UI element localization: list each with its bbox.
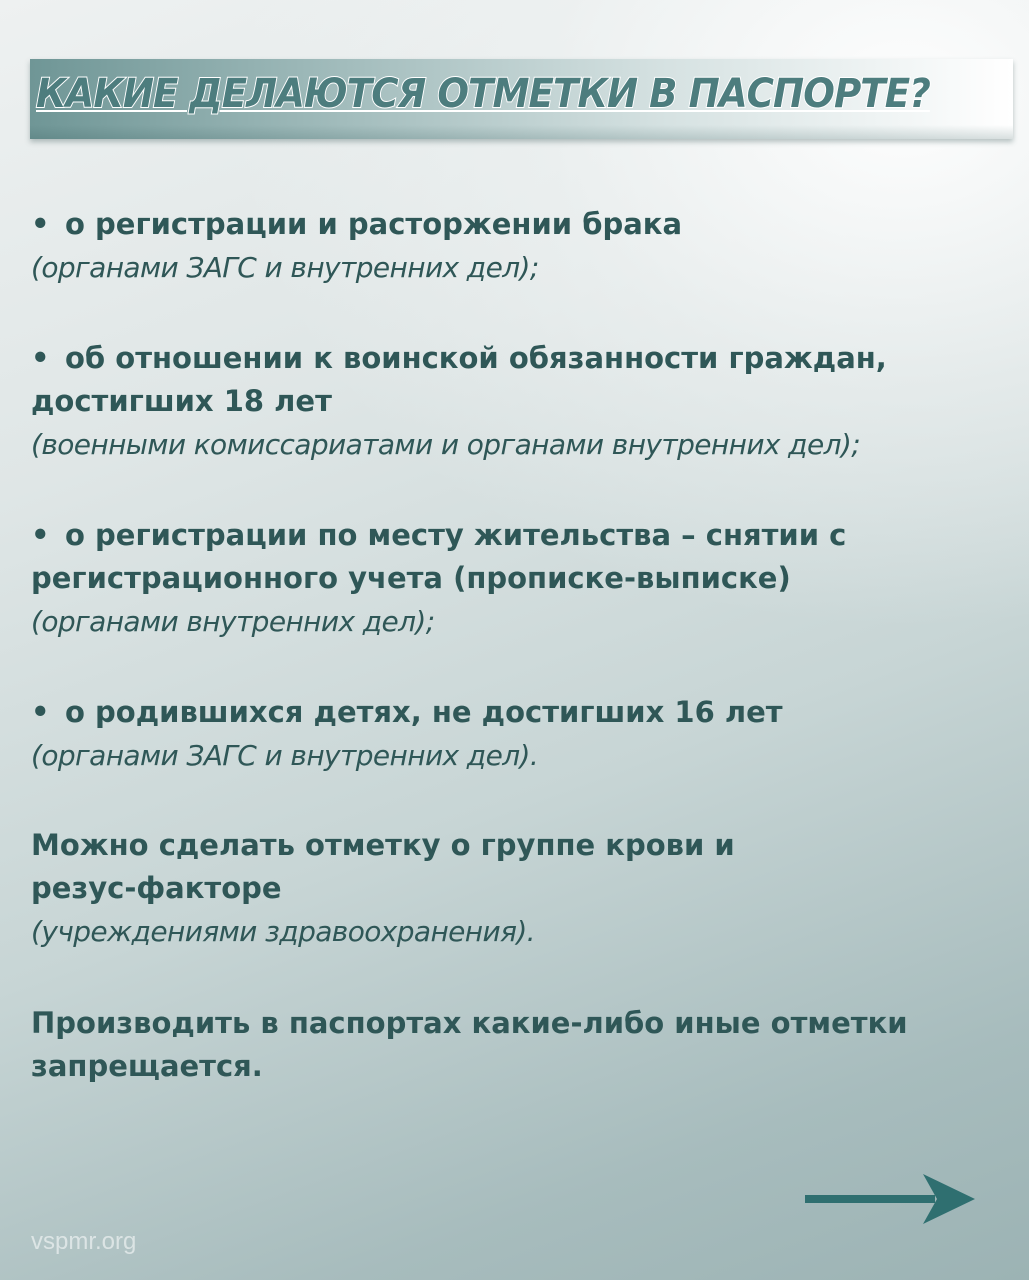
list-item-children — [31, 691, 1009, 777]
page-title: КАКИЕ ДЕЛАЮТСЯ ОТМЕТКИ В ПАСПОРТЕ? — [36, 71, 930, 117]
blood-group-paragraph — [31, 824, 1009, 953]
paragraph-note: (учреждениями здравоохранения). — [31, 915, 535, 948]
list-item-marriage — [31, 203, 1009, 289]
watermark: vspmr.org — [31, 1228, 137, 1255]
list-item-military — [31, 337, 1009, 466]
bullet-icon: • — [31, 518, 50, 552]
item-text-line — [31, 691, 1009, 734]
paragraph-line: Производить в паспортах какие-либо иные отметки — [31, 1006, 908, 1040]
item-note: (органами внутренних дел); — [31, 605, 435, 638]
bullet-icon: • — [31, 695, 50, 729]
item-note: (военными комиссариатами и органами внутренних дел); — [31, 428, 861, 461]
bullet-icon: • — [31, 341, 50, 375]
prohibition-paragraph — [31, 1002, 1009, 1088]
item-text: о регистрации и расторжении брака — [65, 207, 683, 241]
item-text-line — [31, 514, 1009, 557]
item-text: об отношении к воинской обязанности граждан, — [65, 341, 887, 375]
item-text-continued: регистрационного учета (прописке-выписке) — [31, 561, 791, 595]
paragraph-line: резус-факторе — [31, 871, 282, 905]
item-text: о регистрации по месту жительства – снятии с — [65, 518, 847, 552]
paragraph-line: Можно сделать отметку о группе крови и — [31, 828, 735, 862]
item-text-continued: достигших 18 лет — [31, 384, 332, 418]
item-text-line — [31, 203, 1009, 246]
paragraph-line: запрещается. — [31, 1049, 263, 1083]
item-note: (органами ЗАГС и внутренних дел). — [31, 739, 539, 772]
item-text: о родившихся детях, не достигших 16 лет — [65, 695, 783, 729]
arrow-right-icon[interactable] — [805, 1172, 977, 1226]
bullet-icon: • — [31, 207, 50, 241]
list-item-residence — [31, 514, 1009, 643]
item-note: (органами ЗАГС и внутренних дел); — [31, 251, 539, 284]
item-text-line — [31, 337, 1009, 380]
